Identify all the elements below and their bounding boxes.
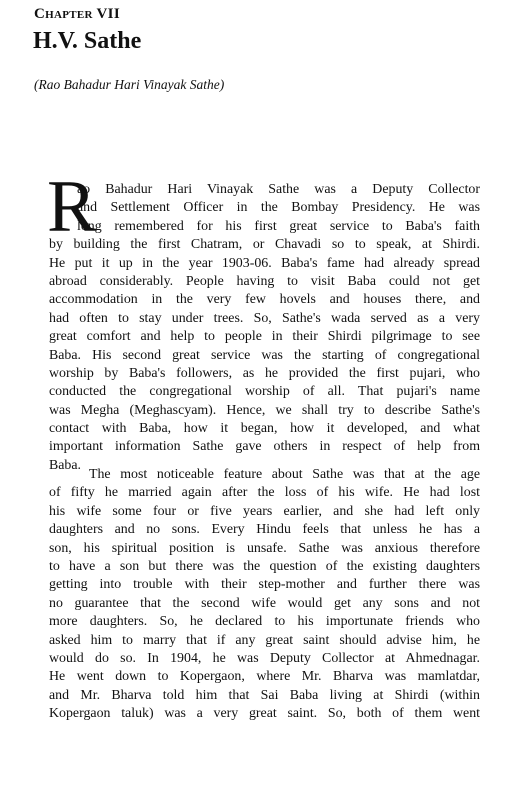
paragraph-line: and Settlement Officer in the Bombay Presidency. He was xyxy=(77,200,480,216)
paragraph-line: contact with Baba, how it began, how it developed, and what xyxy=(49,421,480,437)
chapter-subtitle: (Rao Bahadur Hari Vinayak Sathe) xyxy=(34,77,225,92)
paragraph-line: would do so. In 1904, he was Deputy Collector at Ahmednagar. xyxy=(49,650,480,666)
paragraph-1 xyxy=(49,181,480,475)
paragraph-line: He went down to Kopergaon, where Mr. Bharva was mamlatdar, xyxy=(49,669,480,685)
paragraph-line: abroad considerably. People having to visit Baba could not get xyxy=(49,273,480,289)
paragraph-line: great comfort and help to people in their Shirdi pilgrimage to see xyxy=(49,329,480,345)
paragraph-line: no guarantee that the second wife would get any sons and not xyxy=(49,595,480,611)
drop-cap: R xyxy=(47,166,97,248)
paragraph-line: getting into trouble with their step-mother and further there was xyxy=(49,577,480,593)
paragraph-line: his wife some four or five years earlier, and she had left only xyxy=(49,503,480,519)
paragraph-line: by building the first Chatram, or Chavadi so to speak, at Shirdi. xyxy=(49,237,480,253)
paragraph-line: Baba. xyxy=(49,457,82,473)
paragraph-line: daughters and no sons. Every Hindu feels that unless he has a xyxy=(49,522,480,538)
paragraph-line: was Megha (Meghascyam). Hence, we shall try to describe Sathe's xyxy=(49,402,480,418)
paragraph-2 xyxy=(49,466,480,723)
paragraph-line: of fifty he married again after the loss of his wife. He had lost xyxy=(49,485,480,501)
paragraph-line: ao Bahadur Hari Vinayak Sathe was a Deputy Collector xyxy=(77,182,480,197)
paragraph-line: worship by Baba's followers, as he provided the first pujari, who xyxy=(49,365,480,381)
paragraph-line: important information Sathe gave others in respect of help from xyxy=(49,439,480,455)
paragraph-line: conducted the congregational worship of all. That pujari's name xyxy=(49,384,480,400)
paragraph-line: asked him to marry that if any great saint should advise him, he xyxy=(49,632,480,648)
paragraph-line: more daughters. So, he declared to his importunate friends who xyxy=(49,614,480,630)
chapter-number: Chapter VII xyxy=(34,6,120,22)
paragraph-line: son, his spiritual position is unsafe. Sathe was anxious therefore xyxy=(49,540,480,556)
paragraph-line: Baba. His second great service was the starting of congregational xyxy=(49,347,480,363)
paragraph-line: He put it up in the year 1903-06. Baba's fame had already spread xyxy=(49,255,480,271)
paragraph-line: accommodation in the very few hovels and houses there, and xyxy=(49,292,480,308)
paragraph-line: to have a son but there was the question of the existing daughters xyxy=(49,558,480,574)
paragraph-line: Kopergaon taluk) was a very great saint. So, both of them went xyxy=(49,706,480,722)
paragraph-line: had often to stay under trees. So, Sathe's wada served as a very xyxy=(49,310,480,326)
chapter-title: H.V. Sathe xyxy=(33,28,142,54)
paragraph-line: The most noticeable feature about Sathe was that at the age xyxy=(89,467,480,482)
paragraph-line: long remembered for his first great service to Baba's faith xyxy=(77,218,480,234)
paragraph-line: and Mr. Bharva told him that Sai Baba living at Shirdi (within xyxy=(49,687,480,703)
